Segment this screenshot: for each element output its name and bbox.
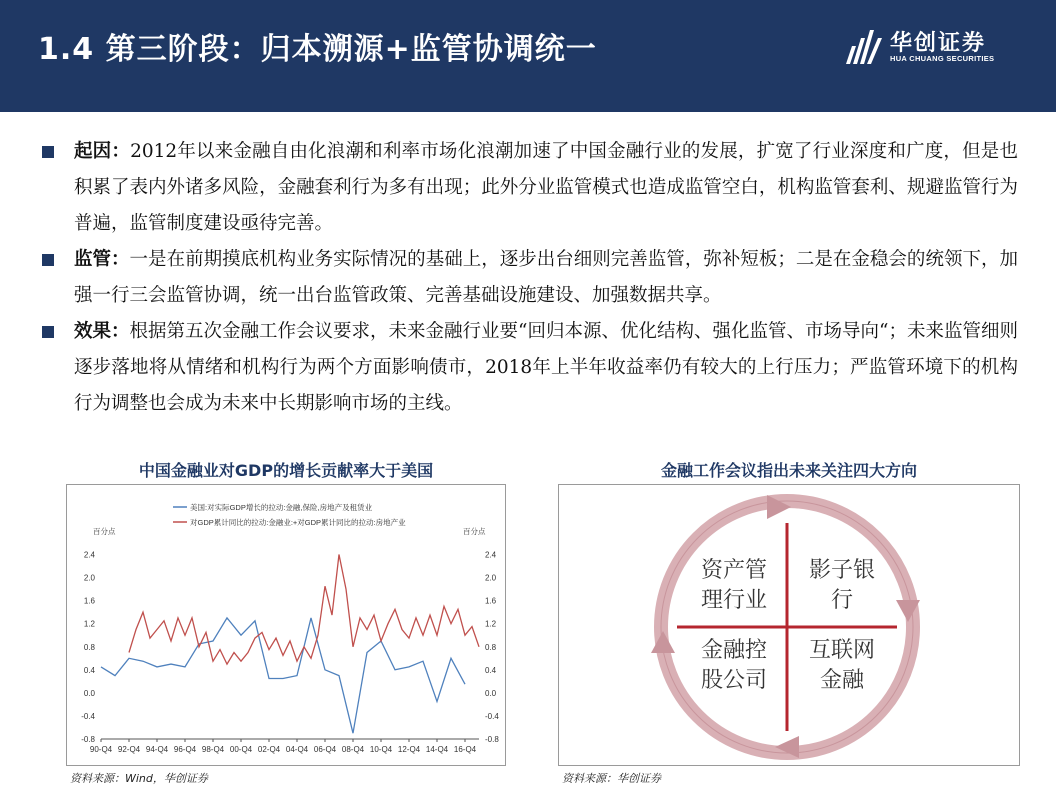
bullet-item-regulation: 监管：一是在前期摸底机构业务实际情况的基础上，逐步出台细则完善监管，弥补短板；二是在金稳会的统领下，加强一行三会监管协调，统一出台监管政策、完善基础设施建设、加强数据共享。 <box>38 242 1018 314</box>
x-tick-label: 00-Q4 <box>229 745 253 754</box>
logo-mark-icon <box>844 26 884 66</box>
chart-panel <box>66 484 506 766</box>
y-tick-right: 2.4 <box>485 550 497 560</box>
bullet-square-icon <box>42 326 54 338</box>
bullet-text: 2012年以来金融自由化浪潮和利率市场化浪潮加速了中国金融行业的发展，扩宽了行业深度和广度，但是也积累了表内外诸多风险，金融套利行为多有出现；此外分业监管模式也造成监管空白，机构监管套利、规避监管行为普遍，监管制度建设亟待完善。 <box>74 141 1018 234</box>
quadrant-financial-holding-line1: 金融控 <box>700 638 768 663</box>
x-tick-label: 92-Q4 <box>117 745 141 754</box>
legend-label-us: 美国:对实际GDP增长的拉动:金融,保险,房地产及租赁业 <box>190 503 373 512</box>
y-tick-right: 1.2 <box>485 619 497 629</box>
y-tick-left: -0.8 <box>81 735 95 744</box>
quadrant-shadow-banking-line1: 影子银 <box>808 558 876 583</box>
x-tick-label: 12-Q4 <box>397 745 421 754</box>
bullet-item-cause: 起因：2012年以来金融自由化浪潮和利率市场化浪潮加速了中国金融行业的发展，扩宽了行业深度和广度，但是也积累了表内外诸多风险，金融套利行为多有出现；此外分业监管模式也造成监管空白，机构监管套利、规避监管行为普遍，监管制度建设亟待完善。 <box>38 134 1018 242</box>
bullet-key: 监管 <box>74 249 112 270</box>
bullet-text: 根据第五次金融工作会议要求，未来金融行业要“回归本源、优化结构、强化监管、市场导向“；未来监管细则逐步落地将从情绪和机构行为两个方面影响债市，2018年上半年收益率仍有较大的上行压力；严监管环境下的机构行为调整也会成为未来中长期影响市场的主线。 <box>74 321 1018 414</box>
x-tick-label: 14-Q4 <box>425 745 449 754</box>
bullet-list <box>38 134 1018 422</box>
y-tick-left: 0.0 <box>83 688 95 698</box>
x-tick-label: 98-Q4 <box>201 745 225 754</box>
chart-panel-title: 中国金融业对GDP的增长贡献率大于美国 <box>138 461 434 480</box>
quadrant-asset-management-line2: 理行业 <box>700 588 768 613</box>
x-tick-label: 10-Q4 <box>369 745 393 754</box>
bullet-key: 起因 <box>74 141 112 162</box>
four-direction-diagram <box>559 485 1019 765</box>
y-tick-right: 1.6 <box>485 596 497 606</box>
x-tick-label: 16-Q4 <box>453 745 477 754</box>
diagram-panel <box>558 484 1020 766</box>
y-tick-right: 0.8 <box>485 642 497 652</box>
y-tick-left: 1.6 <box>83 596 95 606</box>
y-tick-left: -0.4 <box>81 711 95 721</box>
quadrant-internet-finance-line2: 金融 <box>819 668 865 693</box>
bullet-square-icon <box>42 254 54 266</box>
y-axis-label-right: 百分点 <box>463 527 486 536</box>
diagram-source: 资料来源：华创证券 <box>562 772 661 785</box>
page-title: 1.4 第三阶段：归本溯源+监管协调统一 <box>38 32 597 67</box>
x-tick-label: 96-Q4 <box>173 745 197 754</box>
series-line-cn <box>129 555 479 665</box>
y-tick-right: -0.8 <box>485 735 499 744</box>
y-tick-right: 0.4 <box>485 665 497 675</box>
diagram-panel-title: 金融工作会议指出未来关注四大方向 <box>660 461 917 480</box>
bullet-square-icon <box>42 146 54 158</box>
logo-english-name: HUA CHUANG SECURITIES <box>890 54 995 63</box>
bullet-key: 效果 <box>74 321 112 342</box>
y-tick-left: 0.8 <box>83 642 95 652</box>
x-tick-label: 08-Q4 <box>341 745 365 754</box>
legend-label-cn: 对GDP累计同比的拉动:金融业:+对GDP累计同比的拉动:房地产业 <box>190 518 406 527</box>
y-tick-left: 1.2 <box>83 619 95 629</box>
x-tick-label: 02-Q4 <box>257 745 281 754</box>
bullet-item-effect: 效果：根据第五次金融工作会议要求，未来金融行业要“回归本源、优化结构、强化监管、市场导向“；未来监管细则逐步落地将从情绪和机构行为两个方面影响债市，2018年上半年收益率仍有较大的上行压力；严监管环境下的机构行为调整也会成为未来中长期影响市场的主线。 <box>38 314 1018 422</box>
y-tick-left: 0.4 <box>83 665 95 675</box>
y-tick-left: 2.4 <box>83 550 95 560</box>
logo-name: 华创证券 <box>890 31 987 56</box>
quadrant-asset-management-line1: 资产管 <box>700 558 768 583</box>
y-tick-right: -0.4 <box>485 711 499 721</box>
x-tick-label: 90-Q4 <box>89 745 113 754</box>
y-tick-right: 2.0 <box>485 573 497 583</box>
y-tick-right: 0.0 <box>485 688 497 698</box>
chart-legend <box>173 502 406 527</box>
x-tick-label: 04-Q4 <box>285 745 309 754</box>
y-tick-left: 2.0 <box>83 573 95 583</box>
x-tick-label: 94-Q4 <box>145 745 169 754</box>
quadrant-financial-holding-line2: 股公司 <box>700 668 768 693</box>
company-logo <box>844 24 1004 68</box>
bullet-text: 一是在前期摸底机构业务实际情况的基础上，逐步出台细则完善监管，弥补短板；二是在金稳会的统领下，加强一行三会监管协调，统一出台监管政策、完善基础设施建设、加强数据共享。 <box>74 249 1018 306</box>
chart-source: 资料来源：Wind，华创证券 <box>70 772 208 785</box>
y-axis-label-left: 百分点 <box>93 527 116 536</box>
quadrant-internet-finance-line1: 互联网 <box>808 638 876 663</box>
quadrant-shadow-banking-line2: 行 <box>830 588 854 613</box>
x-tick-label: 06-Q4 <box>313 745 337 754</box>
header-bar <box>0 0 1056 112</box>
line-chart <box>67 485 505 765</box>
